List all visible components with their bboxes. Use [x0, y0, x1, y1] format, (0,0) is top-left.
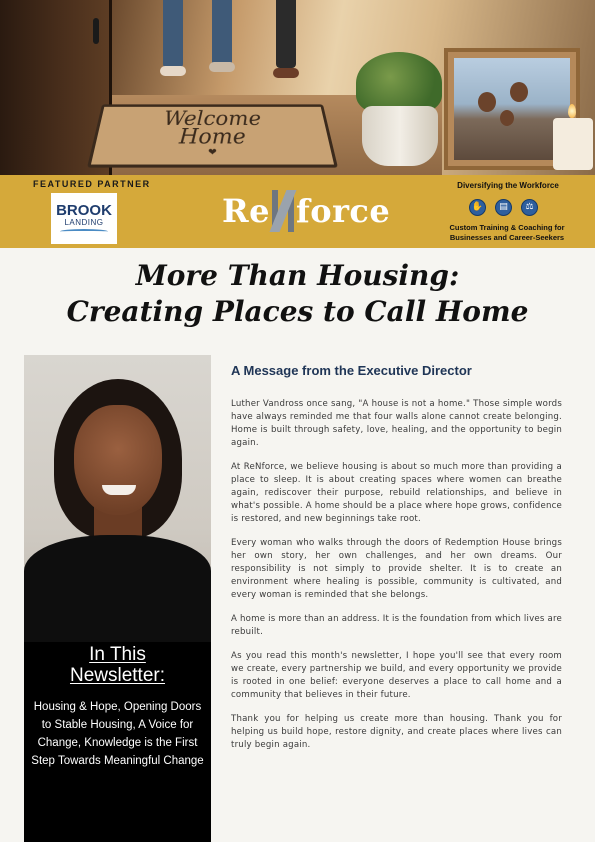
portrait-smile	[102, 485, 136, 495]
person-leg	[212, 0, 232, 68]
contents-heading	[24, 644, 211, 686]
page-title	[0, 258, 595, 330]
contents-heading-line-1: In This	[89, 644, 146, 665]
featured-partner-label: FEATURED PARTNER	[33, 179, 151, 189]
shoe	[209, 62, 235, 72]
hero-photo	[0, 0, 595, 175]
renforce-logo	[222, 188, 390, 234]
article-paragraph: Luther Vandross once sang, "A house is not a home." Those simple words have always reminded me that four walls alone cannot create belonging. Home is built through safety, love, healing, and the opportunity to begin again.	[231, 399, 562, 448]
welcome-mat	[87, 104, 338, 167]
article-body	[231, 398, 562, 763]
tagline-diversifying: Diversifying the Workforce	[457, 181, 559, 190]
newsletter-contents-box	[24, 642, 211, 842]
logo-text-re: Re	[222, 192, 270, 230]
candle	[553, 118, 593, 170]
landing-logo-text: LANDING	[64, 218, 104, 227]
tagline-custom-training: Custom Training & Coaching for Businesses and Career-Seekers	[449, 223, 565, 242]
face	[500, 110, 514, 126]
person-leg	[276, 0, 296, 68]
candle-flame	[568, 104, 576, 118]
article-title: A Message from the Executive Director	[231, 363, 472, 378]
contents-list: Housing & Hope, Opening Doors to Stable Housing, A Voice for Change, Knowledge is the First Step Towards Meaningful Change	[31, 701, 204, 767]
n-beam-icon	[272, 190, 294, 232]
waves-icon	[60, 229, 108, 234]
director-portrait	[24, 355, 211, 642]
plant-pot	[362, 106, 438, 166]
handshake-icon: ✋	[469, 199, 486, 216]
brook-logo-text: BROOK	[56, 202, 112, 219]
headline-line-1: More Than Housing:	[135, 259, 460, 292]
heart-icon: ❤	[208, 147, 217, 159]
clipboard-icon: ▤	[495, 199, 512, 216]
contents-heading-line-2: Newsletter:	[69, 665, 166, 686]
portrait-face	[74, 405, 162, 515]
article-paragraph: Thank you for helping us create more than housing. Thank you for helping us build hope, restore dignity, and create places where lives can truly begin again.	[231, 714, 562, 750]
service-icons	[469, 199, 538, 216]
person-leg	[163, 0, 183, 68]
face	[510, 82, 528, 102]
plant	[356, 52, 442, 114]
logo-text-force: force	[295, 192, 391, 230]
mat-text-welcome: Welcome	[162, 108, 263, 131]
portrait-turtleneck	[24, 535, 211, 642]
face	[478, 92, 496, 112]
article-paragraph: At ReNforce, we believe housing is about so much more than providing a place to sleep. It is about creating spaces where women can breathe again, rediscover their purpose, rebuild relationships, and believe in what's possible. A home should be a place where hope grows, confidence is restored, and new beginnings take root.	[231, 462, 562, 524]
scales-icon: ⚖	[521, 199, 538, 216]
shoe	[273, 68, 299, 78]
article-paragraph: As you read this month's newsletter, I hope you'll see that every room we create, every partnership we build, and every opportunity we provide is rooted in one belief: everyone deserves a place to call home and a community that believes in their future.	[231, 651, 562, 700]
shoe	[160, 66, 186, 76]
article-paragraph: Every woman who walks through the doors of Redemption House brings her own story, her own challenges, and her own dreams. Our responsibility is not simply to provide shelter. It is to create an environment where healing is possible, community is cultivated, and every woman is reminded that she belongs.	[231, 538, 562, 600]
article-paragraph: A home is more than an address. It is the foundation from which lives are rebuilt.	[231, 614, 562, 637]
mat-text-home: Home	[178, 125, 247, 150]
brook-landing-logo	[51, 193, 117, 244]
headline-line-2: Creating Places to Call Home	[66, 295, 529, 328]
